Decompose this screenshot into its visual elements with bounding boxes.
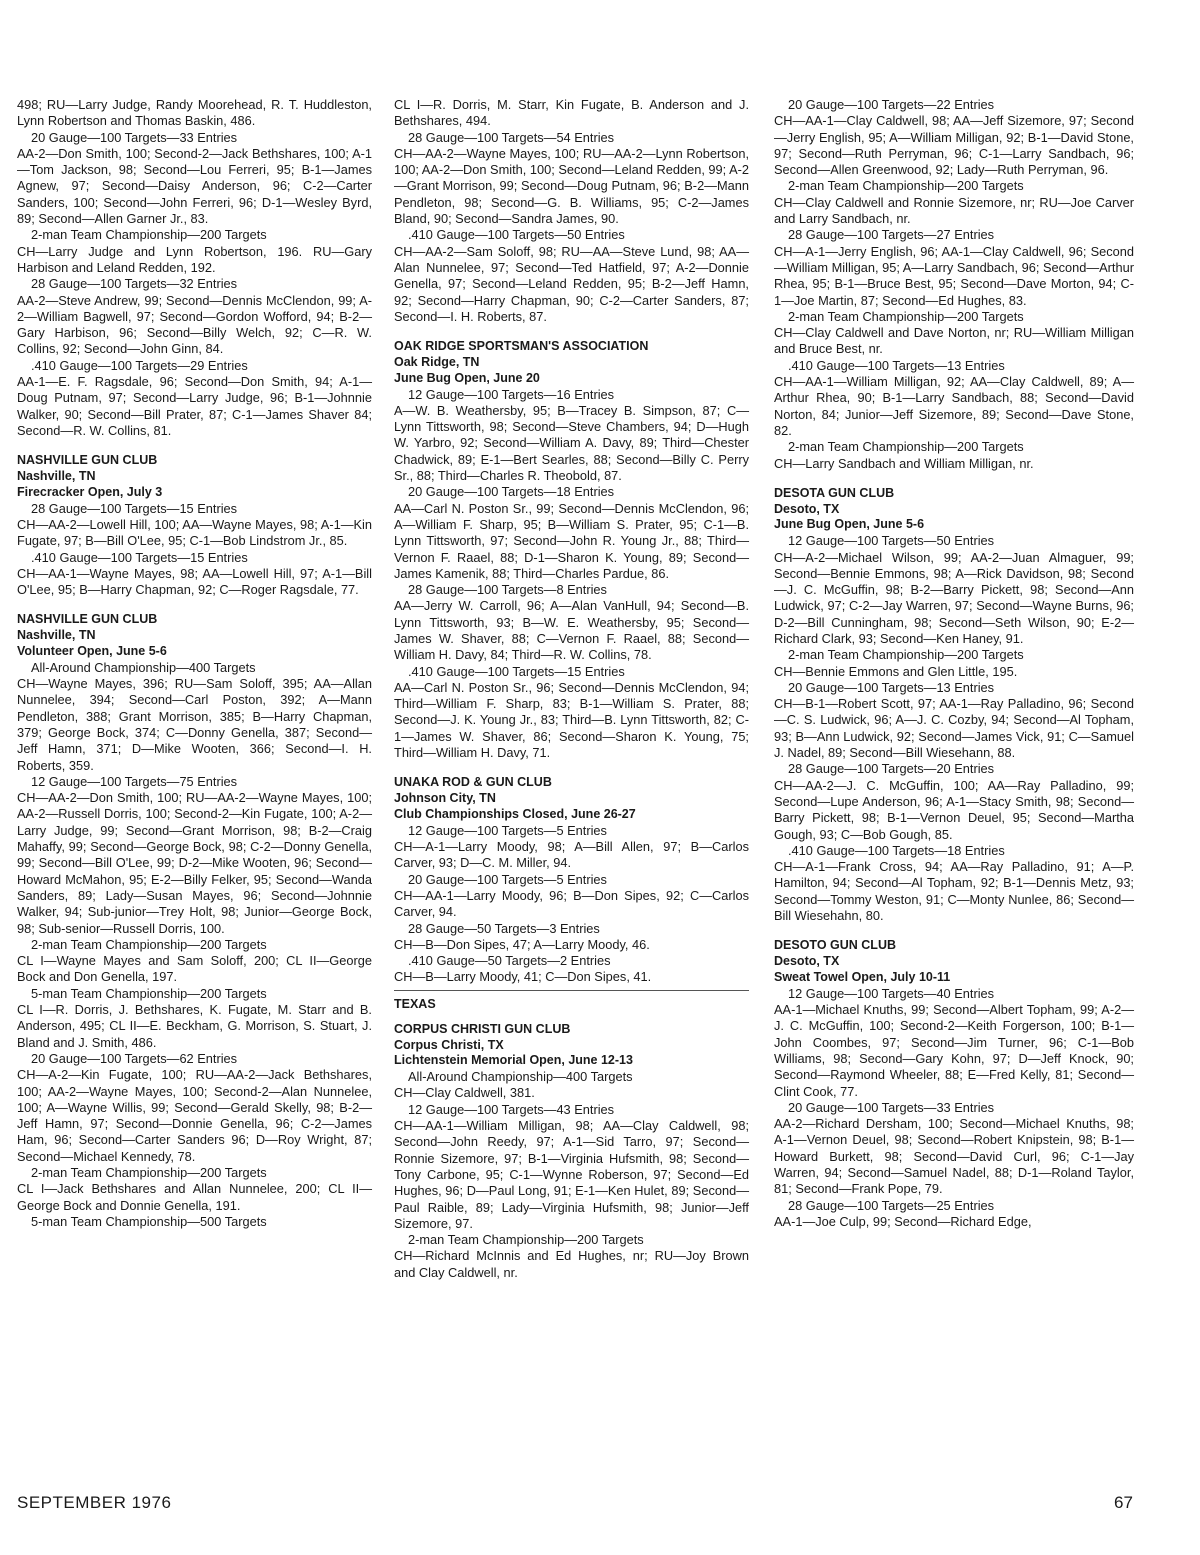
event-heading: 28 Gauge—100 Targets—32 Entries [31,276,238,292]
club-event: Sweat Towel Open, July 10-11 [774,969,951,984]
club-name: CORPUS CHRISTI GUN CLUB [394,1021,571,1036]
event-heading: 2-man Team Championship—200 Targets [31,1165,267,1180]
results-line: CH—B—Larry Moody, 41; C—Don Sipes, 41. [394,969,652,985]
results-line: CL I—Jack Bethshares and Allan Nunnelee, 200; CL II—George Bock and Donnie Genella, 191. [17,1181,372,1213]
results-line: AA-1—Joe Culp, 99; Second—Richard Edge, [774,1213,1032,1229]
club-city: Desoto, TX [774,954,840,969]
club-city: Desoto, TX [774,501,840,516]
event-heading: .410 Gauge—100 Targets—50 Entries [408,227,625,243]
club-name: NASHVILLE GUN CLUB [17,612,158,627]
event-heading: 2-man Team Championship—200 Targets [788,308,1024,324]
results-line: CL I—Wayne Mayes and Sam Soloff, 200; CL II—George Bock and Don Genella, 197. [17,953,372,985]
event-heading: 2-man Team Championship—200 Targets [788,647,1024,663]
page-number: 67 [1114,1493,1133,1512]
state-heading: TEXAS [394,996,436,1011]
event-heading: 20 Gauge—100 Targets—33 Entries [31,129,238,145]
event-heading: 20 Gauge—100 Targets—5 Entries [408,871,607,887]
event-heading: 12 Gauge—100 Targets—5 Entries [408,822,607,838]
event-heading: 12 Gauge—100 Targets—43 Entries [408,1101,615,1117]
event-heading: 20 Gauge—100 Targets—22 Entries [788,97,995,112]
results-line: CH—AA-1—Larry Moody, 96; B—Don Sipes, 92; C—Carlos Carver, 94. [394,887,749,920]
club-event: Firecracker Open, July 3 [17,484,163,499]
event-heading: 20 Gauge—100 Targets—13 Entries [788,679,995,695]
results-line: CH—B—Don Sipes, 47; A—Larry Moody, 46. [394,936,650,952]
results-line: AA—Jerry W. Carroll, 96; A—Alan VanHull, 94; Second—B. Lynn Tittsworth, 93; B—W. E. Weathersby, 95; Second—James W. Shaver, 88; C—Vernon F. Raael, 88; Second—William H. Davy, 84; Third—R. W. Collins, 78. [394,598,749,663]
event-heading: 12 Gauge—100 Targets—40 Entries [788,985,995,1001]
event-heading: .410 Gauge—100 Targets—13 Entries [788,357,1005,373]
event-heading: 28 Gauge—50 Targets—3 Entries [408,920,600,936]
event-heading: 2-man Team Championship—200 Targets [788,439,1024,455]
results-line: CH—A-1—Frank Cross, 94; AA—Ray Palladino, 91; A—P. Hamilton, 94; Second—Al Topham, 92; B-1—Dennis Metz, 93; Second—Tommy Weston, 91; C—Monty Nunlee, 86; Second—Bill Wiesehahn, 80. [774,859,1134,924]
results-line: CH—Bennie Emmons and Glen Little, 195. [774,663,1018,679]
results-line: AA-1—Michael Knuths, 99; Second—Albert Topham, 99; A-2—J. C. McGuffin, 100; Second-2—Keith Forgerson, 100; B-1—John Coombes, 97; Second—Jim Turner, 96; C-1—Bob Williams, 98; Second—Gary Kohn, 97; D—Jeff Knock, 90; Second—Raymond Wheeler, 88; E—Fred Kelly, 81; Second—Clint Cook, 77. [774,1002,1134,1099]
results-line: AA-1—E. F. Ragsdale, 96; Second—Don Smith, 94; A-1—Doug Putnam, 97; Second—Larry Judge, 96; B-1—Johnnie Walker, 90; Second—Bill Prater, 87; C-1—James Shaver 84; Second—R. W. Collins, 81. [17,374,372,438]
results-line: CH—Larry Sandbach and William Milligan, nr. [774,455,1034,471]
event-heading: 28 Gauge—100 Targets—15 Entries [31,500,238,516]
results-line: AA—Carl N. Poston Sr., 96; Second—Dennis McClendon, 94; Third—William F. Sharp, 83; B-1—William S. Prater, 88; Second—J. K. Young Jr., 83; Third—B. Lynn Tittsworth, 82; C-1—James W. Shaver, 86; Second—Sharon K. Young, 75; Third—William H. Davy, 71. [394,679,749,761]
results-line: AA—Carl N. Poston Sr., 99; Second—Dennis McClendon, 96; A—William F. Sharp, 95; B—William S. Prater, 95; C-1—B. Lynn Tittsworth, 97; Second—John R. Young Jr., 88; Third—Vernon F. Raael, 88; D-1—Sharon K. Young, 89; Second—James Kamenik, 88; Third—Charles Pardue, 86. [394,500,749,581]
results-line: CH—A-2—Michael Wilson, 99; AA-2—Juan Almaguer, 99; Second—Bennie Emmons, 98; A—Rick Davidson, 98; Second—J. C. McGuffin, 98; B-2—Barry Pickett, 98; Second—Ann Ludwick, 97; C-2—Jay Warren, 97; Second—Wayne Burns, 96; D-2—Bill Cunningham, 98; Second—Seth Wilson, 90; E-2—Richard Clark, 93; Second—Ken Haney, 91. [774,549,1134,646]
club-city: Oak Ridge, TN [394,354,480,369]
column-1 [17,97,372,1230]
results-line: CH—Wayne Mayes, 396; RU—Sam Soloff, 395; AA—Allan Nunnelee, 394; Second—Carl Poston, 392; A—Mann Pendleton, 388; Grant Morrison, 385; B—Harry Chapman, 379; George Bock, 374; C—Donny Genella, 387; Second—Jeff Hamn, 371; D—Mike Wooten, 366; Second—I. H. Roberts, 359. [17,676,372,773]
club-name: UNAKA ROD & GUN CLUB [394,775,552,790]
results-line: CH—AA-1—Wayne Mayes, 98; AA—Lowell Hill, 97; A-1—Bill O'Lee, 95; B—Harry Chapman, 92; C—Roger Ragsdale, 77. [17,565,372,598]
club-city: Corpus Christi, TX [394,1037,504,1052]
club-name: NASHVILLE GUN CLUB [17,453,158,468]
event-heading: .410 Gauge—50 Targets—2 Entries [408,953,611,969]
results-line: A—W. B. Weathersby, 95; B—Tracey B. Simpson, 87; C—Lynn Tittsworth, 98; Second—Steve Chambers, 94; D—Hugh W. Yarbro, 92; Second—William A. Davy, 89; Third—Chester Chadwick, 89; E-1—Bert Searles, 88; Second—Billy C. Perry Sr., 88; Third—Charles R. Theobold, 87. [394,402,749,484]
event-heading: .410 Gauge—100 Targets—15 Entries [31,549,248,565]
results-line: AA-2—Don Smith, 100; Second-2—Jack Bethshares, 100; A-1—Tom Jackson, 98; Second—Lou Ferreri, 95; B-1—James Agnew, 97; Second—Daisy Anderson, 96; C-2—Carter Sanders, 100; Second—John Ferreri, 96; D-1—Wesley Byrd, 89; Second—Allen Garner Jr., 83. [17,145,372,227]
event-heading: 20 Gauge—100 Targets—62 Entries [31,1050,238,1066]
event-heading: 2-man Team Championship—200 Targets [31,227,267,243]
results-line: CL I—R. Dorris, J. Bethshares, K. Fugate, M. Starr and B. Anderson, 495; CL II—E. Beckham, G. Morrison, S. Stuart, J. Bland and J. Smith, 486. [17,1002,372,1050]
column-3 [774,97,1134,1230]
event-heading: .410 Gauge—100 Targets—18 Entries [788,842,1005,858]
results-line: 498; RU—Larry Judge, Randy Moorehead, R. T. Huddleston, Lynn Robertson and Thomas Baskin, 486. [17,97,372,129]
results-line: CH—Clay Caldwell, 381. [394,1085,535,1101]
results-line: CH—Clay Caldwell and Ronnie Sizemore, nr; RU—Joe Carver and Larry Sandbach, nr. [774,194,1134,227]
results-line: CH—AA-2—Wayne Mayes, 100; RU—AA-2—Lynn Robertson, 100; AA-2—Don Smith, 100; Second—Leland Redden, 99; A-2—Grant Morrison, 99; Second—Doug Putnam, 96; B-2—Mann Pendleton, 98; Second—G. B. Williams, 95; C-2—James Bland, 90; Second—Sandra James, 90. [394,145,749,227]
event-heading: 28 Gauge—100 Targets—54 Entries [408,129,615,145]
event-heading: 12 Gauge—100 Targets—50 Entries [788,533,995,549]
event-heading: 20 Gauge—100 Targets—18 Entries [408,484,615,500]
event-heading: 28 Gauge—100 Targets—25 Entries [788,1197,995,1213]
results-line: CH—AA-1—William Milligan, 92; AA—Clay Caldwell, 89; A—Arthur Rhea, 90; B-1—Larry Sandbach, 88; Second—David Norton, 84; Junior—Jeff Sizemore, 89; Second—Dave Stone, 82. [774,374,1134,438]
results-line: CH—Clay Caldwell and Dave Norton, nr; RU—William Milligan and Bruce Best, nr. [774,325,1134,357]
club-event: Volunteer Open, June 5-6 [17,644,167,658]
event-heading: 28 Gauge—100 Targets—27 Entries [788,227,995,243]
event-heading: .410 Gauge—100 Targets—29 Entries [31,357,248,373]
results-line: CH—A-2—Kin Fugate, 100; RU—AA-2—Jack Bethshares, 100; AA-2—Wayne Mayes, 100; Second-2—Alan Nunnelee, 100; A—Wayne Willis, 99; Second—Gerald Skelly, 98; B-2—Jeff Hamn, 97; Second—Donnie Genella, 96; C-2—James Ham, 96; Second—Carter Sanders 96; D—Roy Wright, 87; Second—Michael Kennedy, 78. [17,1067,372,1164]
event-heading: All-Around Championship—400 Targets [408,1069,633,1085]
club-city: Johnson City, TN [394,791,496,806]
event-heading: 28 Gauge—100 Targets—8 Entries [408,582,607,598]
club-name: DESOTO GUN CLUB [774,938,896,953]
event-heading: 2-man Team Championship—200 Targets [31,936,267,952]
event-heading: 2-man Team Championship—200 Targets [788,178,1024,194]
results-line: CH—AA-2—Lowell Hill, 100; AA—Wayne Mayes, 98; A-1—Kin Fugate, 97; B—Bill O'Lee, 95; C-1—Bob Lindstrom Jr., 85. [17,516,372,549]
results-line: CH—AA-1—William Milligan, 98; AA—Clay Caldwell, 98; Second—John Reedy, 97; A-1—Sid Tarro, 97; Second—Ronnie Sizemore, 97; B-1—Virginia Hufsmith, 98; Second—Tony Carbone, 95; C-1—Wynne Roberson, 97; Second—Ed Hughes, 96; D—Paul Long, 91; E-1—Ken Hulet, 89; Second—Paul Raible, 89; Lady—Virginia Hufsmith, 98; Junior—Jeff Sizemore, 97. [394,1118,749,1231]
club-city: Nashville, TN [17,469,96,484]
results-line: CH—AA-2—Don Smith, 100; RU—AA-2—Wayne Mayes, 100; AA-2—Russell Dorris, 100; Second-2—Kin Fugate, 100; A-2—Larry Judge, 99; Second—Grant Morrison, 98; B-2—Craig Mahaffy, 99; Second—George Bock, 98; C-2—Donny Genella, 99; Second—Bill O'Lee, 99; D-2—Mike Wooten, 96; Second—Howard McMahon, 95; E-2—Billy Felker, 95; Second—Wanda Sanders, 89; Lady—Susan Mayes, 96; Second—Johnnie Walker, 94; Sub-junior—Trey Holt, 98; Junior—George Bock, 98; Sub-senior—Russell Dorris, 100. [17,790,372,936]
magazine-date: SEPTEMBER 1976 [17,1493,172,1512]
results-line: AA-2—Steve Andrew, 99; Second—Dennis McClendon, 99; A-2—William Bagwell, 97; Second—Gordon Wofford, 94; B-2—Gary Harbison, 96; Second—Billy Welch, 92; C—R. W. Collins, 92; Second—John Ginn, 84. [17,292,372,357]
club-event: Lichtenstein Memorial Open, June 12-13 [394,1053,633,1068]
results-line: CH—AA-1—Clay Caldwell, 98; AA—Jeff Sizemore, 97; Second—Jerry English, 95; A—William Milligan, 92; B-1—David Stone, 97; Second—Ruth Perryman, 96; C-1—Larry Sandbach, 96; Second—Allen Greenwood, 92; Lady—Ruth Perryman, 96. [774,113,1134,178]
event-heading: 12 Gauge—100 Targets—16 Entries [408,386,615,402]
event-heading: All-Around Championship—400 Targets [31,659,256,675]
club-event: June Bug Open, June 20 [394,370,540,385]
results-line: CH—A-1—Larry Moody, 98; A—Bill Allen, 97; B—Carlos Carver, 93; D—C. M. Miller, 94. [394,839,749,871]
event-heading: 2-man Team Championship—200 Targets [408,1232,644,1248]
results-line: CL I—R. Dorris, M. Starr, Kin Fugate, B. Anderson and J. Bethshares, 494. [394,97,749,129]
club-city: Nashville, TN [17,628,96,643]
event-heading: 5-man Team Championship—500 Targets [31,1213,267,1229]
event-heading: 5-man Team Championship—200 Targets [31,985,267,1001]
column-2 [394,97,749,1281]
event-heading: 20 Gauge—100 Targets—33 Entries [788,1099,995,1115]
results-line: CH—Larry Judge and Lynn Robertson, 196. RU—Gary Harbison and Leland Redden, 192. [17,243,372,275]
club-event: Club Championships Closed, June 26-27 [394,806,636,821]
results-line: CH—A-1—Jerry English, 96; AA-1—Clay Caldwell, 96; Second—William Milligan, 95; A—Larry Sandbach, 96; Second—Arthur Rhea, 95; B-1—Bruce Best, 95; Second—Dave Morton, 94; C-1—Joe Martin, 87; Second—Ed Hughes, 83. [774,243,1134,308]
event-heading: .410 Gauge—100 Targets—15 Entries [408,663,625,679]
section-divider [394,990,749,991]
club-name: DESOTA GUN CLUB [774,485,895,500]
results-line: CH—AA-2—J. C. McGuffin, 100; AA—Ray Palladino, 99; Second—Lupe Anderson, 96; A-1—Stacy Smith, 98; Second—Barry Pickett, 98; B-1—Vernon Deuel, 95; Second—Martha Gough, 93; C—Bob Gough, 85. [774,777,1134,842]
results-line: CH—B-1—Robert Scott, 97; AA-1—Ray Palladino, 96; Second—C. S. Ludwick, 96; A—J. C. Cozby, 94; Second—Al Topham, 93; B—Ann Ludwick, 92; Second—James Vick, 91; C—Samuel J. Nadel, 89; Second—Bill Wiesehann, 88. [774,696,1134,761]
event-heading: 28 Gauge—100 Targets—20 Entries [788,761,995,777]
results-line: AA-2—Richard Dersham, 100; Second—Michael Knuths, 98; A-1—Vernon Deuel, 98; Second—Robert Knipstein, 98; B-1—Howard Burkett, 98; Second—David Curl, 96; C-1—Jay Warren, 94; Second—Samuel Nadel, 88; D-1—Roland Taylor, 81; Second—Frank Pope, 79. [774,1116,1134,1197]
event-heading: 12 Gauge—100 Targets—75 Entries [31,773,238,789]
club-name: OAK RIDGE SPORTSMAN'S ASSOCIATION [394,339,649,354]
results-line: CH—Richard McInnis and Ed Hughes, nr; RU—Joy Brown and Clay Caldwell, nr. [394,1248,749,1280]
club-event: June Bug Open, June 5-6 [774,517,925,532]
results-line: CH—AA-2—Sam Soloff, 98; RU—AA—Steve Lund, 98; AA—Alan Nunnelee, 97; Second—Ted Hatfield, 97; A-2—Donnie Genella, 97; Second—Leland Redden, 95; B-2—Jeff Hamn, 92; Second—Harry Chapman, 90; C-2—Carter Sanders, 87; Second—I. H. Roberts, 87. [394,243,749,324]
